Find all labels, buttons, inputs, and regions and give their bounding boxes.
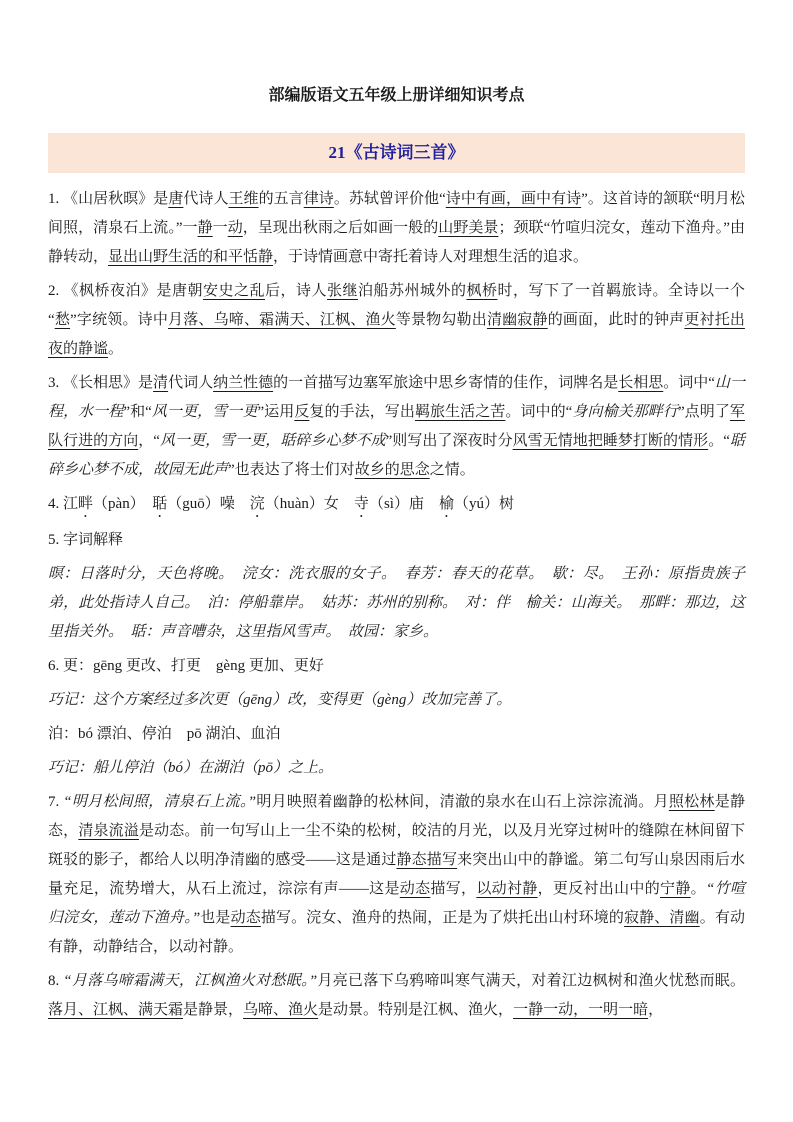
text-run: 的五言	[258, 191, 304, 207]
text-run: 的一首描写边塞军旅途中思乡寄情的佳作，词牌名是	[273, 375, 619, 391]
text-run: ”则写出了深夜时分	[385, 433, 513, 449]
text-run: （huàn）女	[264, 496, 354, 512]
text-run: ”运用	[257, 404, 295, 420]
underlined-text: 军队行进的方向	[48, 404, 745, 449]
text-run: 8.	[48, 973, 64, 989]
underlined-text: 张继	[326, 283, 358, 299]
text-run: 。	[108, 341, 124, 357]
text-run: 来突出山中的静谧。第二句写山泉因雨后水量充足，流势增大，从石上流过，淙淙有声——这是	[48, 852, 745, 897]
underlined-text: 动态	[230, 910, 261, 926]
text-run: 7.	[48, 794, 64, 810]
text-run: 的画面，此时的钟声	[547, 312, 685, 328]
underlined-text: 月落、乌啼、霜满天、江枫、渔火	[168, 312, 396, 328]
text-run: 一	[212, 220, 228, 236]
text-run: ”字统领。诗中	[70, 312, 169, 328]
text-run: ，于诗情画意中寄托着诗人对理想生活的追求。	[273, 249, 589, 265]
underlined-text: 清	[153, 375, 169, 391]
text-run: 后，诗人	[264, 283, 327, 299]
underlined-text: 一静一动，一明一暗	[513, 1002, 649, 1018]
underlined-text: 清泉流溢	[78, 823, 139, 839]
underlined-text: 显出山野生活的和平恬静	[108, 249, 274, 265]
underlined-text: 枫桥	[466, 283, 498, 299]
text-run: 描写。浣女、渔舟的热闹，正是为了烘托出山村环境的	[260, 910, 625, 926]
kai-style-text: “月落乌啼霜满天，江枫渔火对愁眠。”	[63, 973, 318, 989]
kai-style-text: 聒碎乡心梦不成，故园无此声	[48, 433, 745, 478]
underlined-text: 清幽寂静	[486, 312, 548, 328]
text-run: ”。这首诗的颔联“明月松间照，清泉石上流。”一	[48, 191, 745, 236]
paragraph-6	[48, 560, 745, 647]
text-run: ”和“	[123, 404, 152, 420]
paragraph-10	[48, 754, 745, 783]
underlined-text: 故乡的思念	[354, 462, 430, 478]
text-run: ”点明了	[677, 404, 730, 420]
kai-style-text: 巧记：这个方案经过多次更（gēng）改，变得更（gèng）改加完善了。	[48, 692, 512, 708]
paragraph-3	[48, 369, 745, 485]
kai-style-text: 身向榆关那畔行	[572, 404, 678, 420]
text-run: 是动景。特别是江枫、渔火，	[318, 1002, 514, 1018]
text-run: （pàn）	[93, 496, 153, 512]
text-run: 。	[690, 881, 706, 897]
underlined-text: 王维	[228, 191, 259, 207]
underlined-text: 动态	[399, 881, 431, 897]
text-run: 是静态，	[48, 794, 745, 839]
text-run: 复的手法，写出	[309, 404, 415, 420]
dot-emphasis-char: 榆	[438, 496, 454, 512]
kai-style-text: “竹喧归浣女，莲动下渔舟。”	[48, 881, 745, 926]
text-run: 泊船苏州城外的	[357, 283, 467, 299]
text-run: ；颈联“竹喧归浣女，莲动下渔舟。”由静转动，	[48, 220, 745, 265]
underlined-text: 纳兰性德	[213, 375, 274, 391]
underlined-text: 落月、江枫、满天霜	[48, 1002, 184, 1018]
kai-style-text: 风一更，雪一更	[151, 404, 258, 420]
underlined-text: 以动衬静	[476, 881, 538, 897]
text-run: （yú）树	[453, 496, 514, 512]
text-run: 2. 《枫桥夜泊》是唐朝	[48, 283, 203, 299]
text-run: （sì）庙	[368, 496, 439, 512]
paragraph-5	[48, 526, 745, 555]
paragraph-4	[48, 490, 745, 521]
text-run: 。有动有静，动静结合，以动衬静。	[48, 910, 745, 955]
underlined-text: 照松林	[668, 794, 715, 810]
paragraph-2	[48, 277, 745, 364]
text-run: 之情。	[429, 462, 475, 478]
text-run: ”也表达了将士们对	[228, 462, 355, 478]
text-run: 描写，	[430, 881, 477, 897]
text-run: 代词人	[168, 375, 214, 391]
text-run: 5. 字词解释	[48, 532, 124, 548]
paragraph-7	[48, 652, 745, 681]
underlined-text: 静态描写	[396, 852, 458, 868]
underlined-text: 宁静	[660, 881, 691, 897]
underlined-text: 诗中有画，画中有诗	[445, 191, 582, 207]
kai-style-text: 山一程，水一程	[48, 375, 745, 420]
paragraph-8	[48, 686, 745, 715]
dot-emphasis-char: 畔	[78, 496, 94, 512]
underlined-text: 愁	[54, 312, 71, 328]
section-header-bar	[48, 133, 745, 173]
text-run: 月亮已落下乌鸦啼叫寒气满天，对着江边枫树和渔火忧愁而眠。	[317, 973, 745, 989]
text-run: 1. 《山居秋暝》是	[48, 191, 169, 207]
text-run: 明月映照着幽静的松林间，清澈的泉水在山石上淙淙流淌。月	[256, 794, 669, 810]
text-run: 代诗人	[183, 191, 229, 207]
underlined-text: 长相思	[618, 375, 664, 391]
underlined-text: 乌啼、渔火	[243, 1002, 319, 1018]
document-body	[48, 185, 745, 1025]
paragraph-12	[48, 967, 745, 1025]
dot-emphasis-char: 聒	[152, 496, 168, 512]
text-run: 泊：bó 漂泊、停泊 pō 湖泊、血泊	[48, 726, 281, 742]
kai-style-text: 巧记：船儿停泊（bó）在湖泊（pō）之上。	[48, 760, 334, 776]
underlined-text: 动	[227, 220, 243, 236]
document-title: 部编版语文五年级上册详细知识考点	[268, 87, 525, 104]
text-run: 。苏轼曾评价他“	[333, 191, 446, 207]
paragraph-9	[48, 720, 745, 749]
dot-emphasis-char: 寺	[353, 496, 369, 512]
underlined-text: 山野美景	[438, 220, 499, 236]
text-run: （guō）噪	[167, 496, 250, 512]
section-header-title: 21《古诗词三首》	[328, 143, 465, 162]
underlined-text: 静	[197, 220, 213, 236]
text-run: 3. 《长相思》是	[48, 375, 154, 391]
text-run: 6. 更：gēng 更改、打更 gèng 更加、更好	[48, 658, 324, 674]
text-run: ，呈现出秋雨之后如画一般的	[242, 220, 439, 236]
underlined-text: 羁旅生活之苦	[414, 404, 506, 420]
text-run: 是静景，	[183, 1002, 244, 1018]
underlined-text: 寂静、清幽	[624, 910, 700, 926]
text-run: 4. 江	[48, 496, 79, 512]
underlined-text: 更衬托出夜的静谧	[48, 312, 745, 357]
text-run: 也是	[200, 910, 231, 926]
kai-style-text: 暝：日落时分，天色将晚。 浣女：洗衣服的女子。 春芳：春天的花草。 歇：尽。 王孙：原指贵族子弟，此处指诗人自己。 泊：停船靠岸。 姑苏：苏州的别称。 对：伴 榆关：山海关。 那畔：那边，这里指关外。 聒：声音嘈杂，这里指风雪声。 故园：家乡。	[48, 566, 745, 640]
kai-style-text: 风一更，雪一更，聒碎乡心梦不成	[159, 433, 386, 449]
underlined-text: 唐	[168, 191, 184, 207]
underlined-text: 安史之乱	[202, 283, 265, 299]
text-run: 时，写下了一首羁旅诗。全诗以一个“	[48, 283, 745, 328]
kai-style-text: “明月松间照，清泉石上流。”	[63, 794, 257, 810]
text-run: 。词中的“	[505, 404, 573, 420]
underlined-text: 律诗	[303, 191, 334, 207]
text-run: ，更反衬出山中的	[537, 881, 661, 897]
text-run: ，	[648, 1002, 664, 1018]
text-run: 等景物勾勒出	[395, 312, 487, 328]
paragraph-11	[48, 788, 745, 962]
dot-emphasis-char: 浣	[249, 496, 265, 512]
text-run: 。词中“	[663, 375, 715, 391]
text-run: 是动态。前一句写山上一尘不染的松树，皎洁的月光，以及月光穿过树叶的缝隙在林间留下斑驳的影子，都给人以明净清幽的感受——这是通过	[48, 823, 745, 868]
text-run: 。“	[708, 433, 730, 449]
paragraph-1	[48, 185, 745, 272]
underlined-text: 反	[294, 404, 310, 420]
underlined-text: 风雪无情地把睡梦打断的情形	[512, 433, 709, 449]
text-run: ，“	[138, 433, 160, 449]
